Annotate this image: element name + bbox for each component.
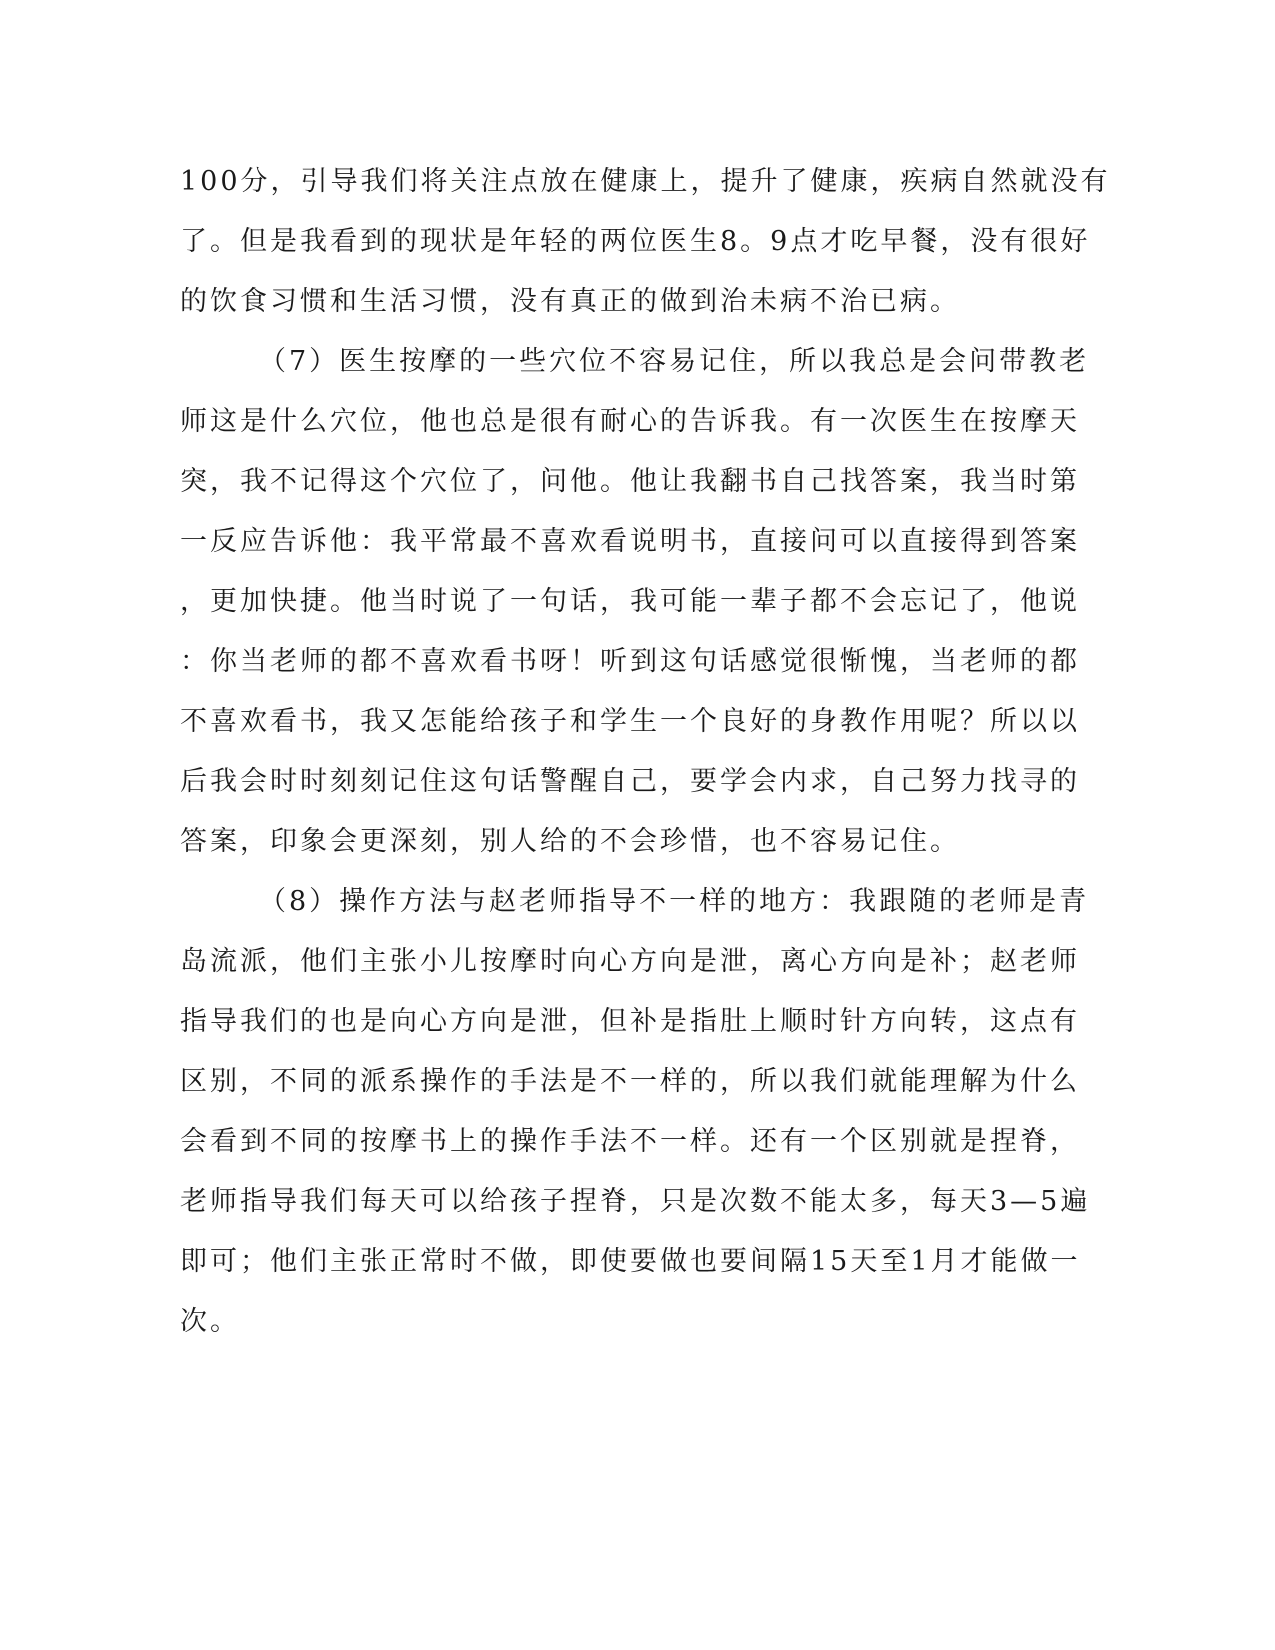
text-line: 次。 (180, 1306, 240, 1337)
text-line: 即可；他们主张正常时不做，即使要做也要间隔15天至1月才能做一 (180, 1246, 1081, 1277)
text-line: ，更加快捷。他当时说了一句话，我可能一辈子都不会忘记了，他说 (180, 586, 1080, 617)
text-line: 岛流派，他们主张小儿按摩时向心方向是泄，离心方向是补；赵老师 (180, 946, 1080, 977)
text-line: 区别，不同的派系操作的手法是不一样的，所以我们就能理解为什么 (180, 1066, 1080, 1097)
text-line: 指导我们的也是向心方向是泄，但补是指肚上顺时针方向转，这点有 (180, 1006, 1080, 1037)
paragraph-8-first-line: （8）操作方法与赵老师指导不一样的地方：我跟随的老师是青 (259, 886, 1090, 917)
document-body (180, 158, 1111, 1358)
text-line: 一反应告诉他：我平常最不喜欢看说明书，直接问可以直接得到答案 (180, 526, 1080, 557)
text-line: ：你当老师的都不喜欢看书呀！听到这句话感觉很惭愧，当老师的都 (180, 646, 1080, 677)
text-line: 了。但是我看到的现状是年轻的两位医生8。9点才吃早餐，没有很好 (180, 226, 1091, 257)
paragraph-7-first-line: （7）医生按摩的一些穴位不容易记住，所以我总是会问带教老 (259, 346, 1090, 377)
text-line: 的饮食习惯和生活习惯，没有真正的做到治未病不治已病。 (180, 286, 960, 317)
text-line-paragraph-continuation: 100分，引导我们将关注点放在健康上，提升了健康，疾病自然就没有 (180, 166, 1111, 197)
text-line: 师这是什么穴位，他也总是很有耐心的告诉我。有一次医生在按摩天 (180, 406, 1080, 437)
text-line: 会看到不同的按摩书上的操作手法不一样。还有一个区别就是捏脊， (180, 1126, 1080, 1157)
text-line: 突，我不记得这个穴位了，问他。他让我翻书自己找答案，我当时第 (180, 466, 1080, 497)
text-line: 后我会时时刻刻记住这句话警醒自己，要学会内求，自己努力找寻的 (180, 766, 1080, 797)
text-line: 答案，印象会更深刻，别人给的不会珍惜，也不容易记住。 (180, 826, 960, 857)
text-line: 老师指导我们每天可以给孩子捏脊，只是次数不能太多，每天3—5遍 (180, 1186, 1091, 1217)
text-line: 不喜欢看书，我又怎能给孩子和学生一个良好的身教作用呢？所以以 (180, 706, 1080, 737)
